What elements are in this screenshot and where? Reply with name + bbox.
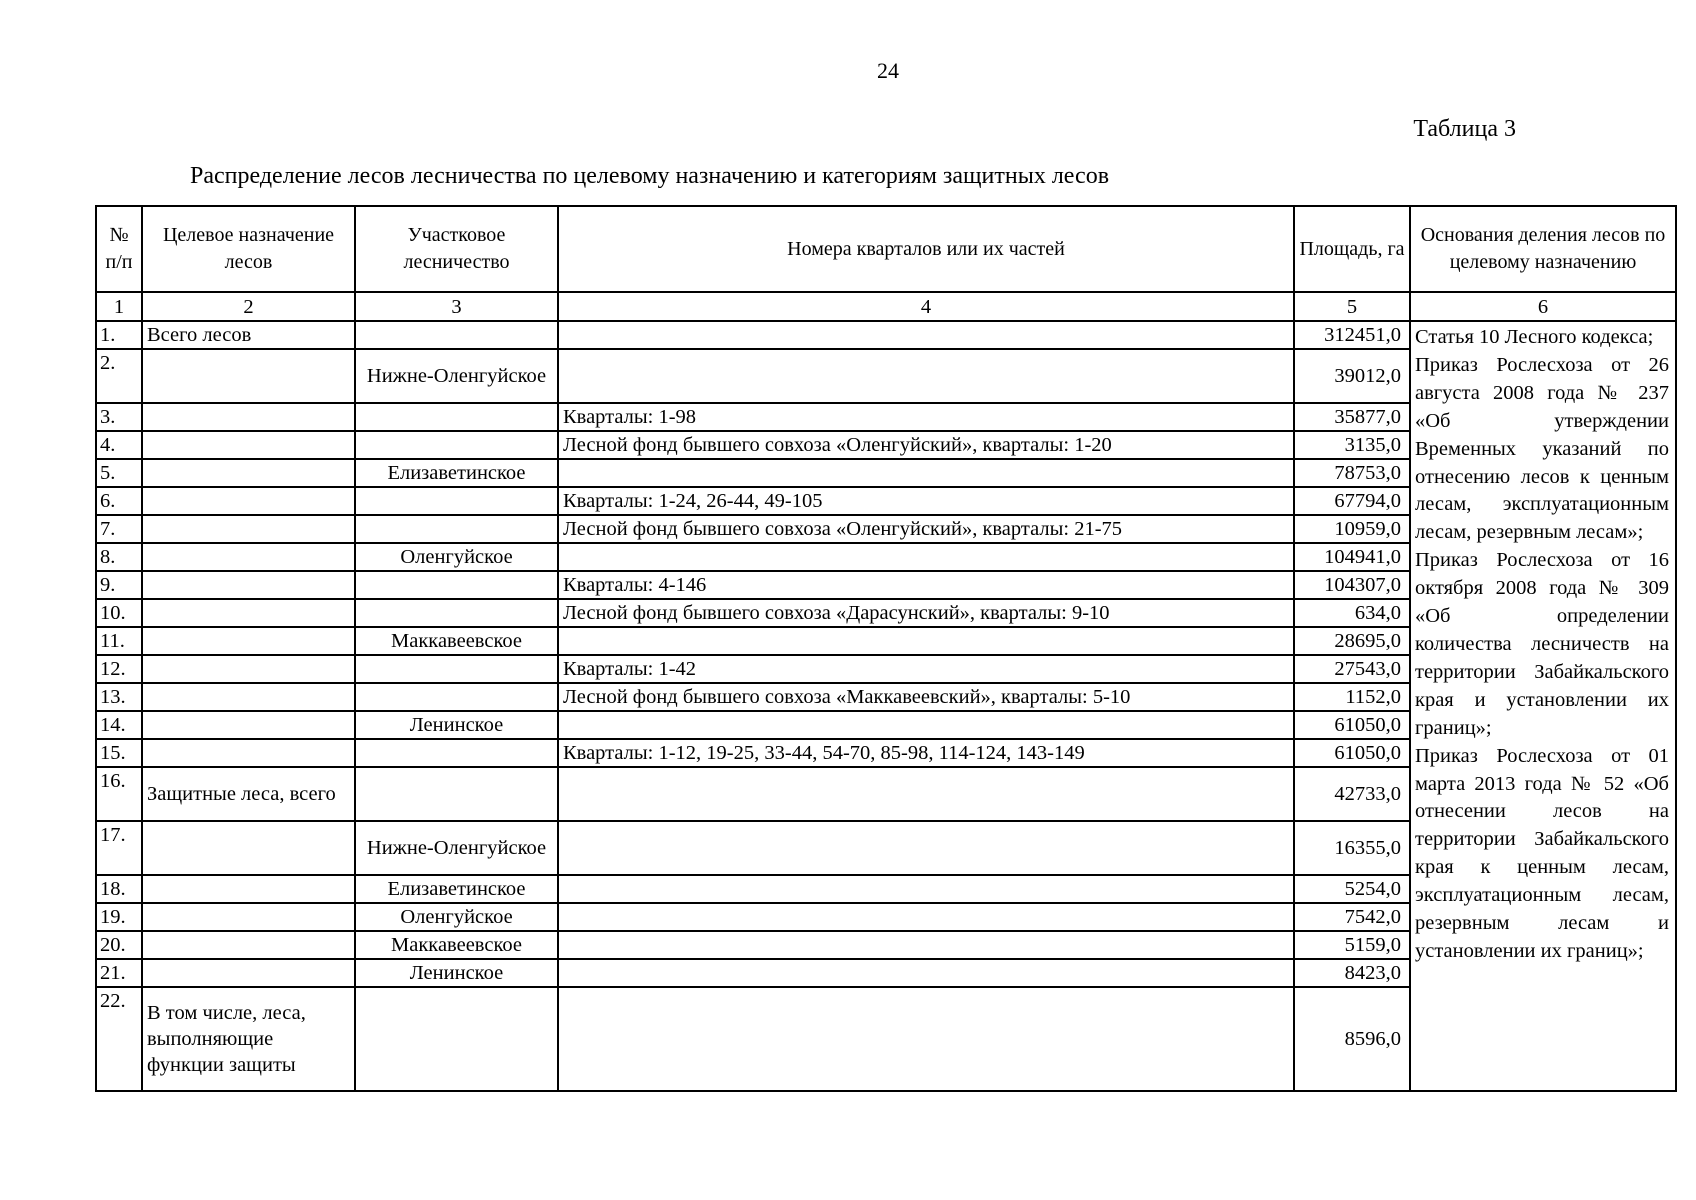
area-cell: 61050,0	[1294, 711, 1410, 739]
basis-paragraph: Статья 10 Лесного кодекса;	[1415, 326, 1654, 348]
row-number: 3.	[96, 403, 142, 431]
basis-cell	[1410, 321, 1676, 1091]
forest-distribution-table	[95, 205, 1677, 1092]
header-row	[96, 206, 1676, 292]
row-number: 2.	[96, 349, 142, 403]
area-cell: 10959,0	[1294, 515, 1410, 543]
purpose-cell	[142, 543, 355, 571]
area-cell: 3135,0	[1294, 431, 1410, 459]
area-cell: 67794,0	[1294, 487, 1410, 515]
purpose-cell	[142, 403, 355, 431]
purpose-cell	[142, 875, 355, 903]
column-number: 6	[1410, 292, 1676, 321]
purpose-cell	[142, 931, 355, 959]
column-number: 4	[558, 292, 1294, 321]
purpose-cell	[142, 821, 355, 875]
district-cell: Елизаветинское	[355, 875, 558, 903]
row-number: 6.	[96, 487, 142, 515]
district-cell: Нижне-Оленгуйское	[355, 349, 558, 403]
row-number: 8.	[96, 543, 142, 571]
area-cell: 312451,0	[1294, 321, 1410, 349]
purpose-cell	[142, 627, 355, 655]
area-cell: 1152,0	[1294, 683, 1410, 711]
column-number: 3	[355, 292, 558, 321]
blocks-cell	[558, 875, 1294, 903]
purpose-cell	[142, 431, 355, 459]
table-row	[96, 321, 1676, 349]
purpose-cell	[142, 739, 355, 767]
row-number: 9.	[96, 571, 142, 599]
district-cell: Ленинское	[355, 959, 558, 987]
blocks-cell: Лесной фонд бывшего совхоза «Оленгуйский», кварталы: 1-20	[558, 431, 1294, 459]
purpose-cell: Защитные леса, всего	[142, 767, 355, 821]
column-number: 2	[142, 292, 355, 321]
header-area: Площадь, га	[1294, 206, 1410, 292]
district-cell	[355, 403, 558, 431]
area-cell: 5254,0	[1294, 875, 1410, 903]
blocks-cell	[558, 903, 1294, 931]
area-cell: 39012,0	[1294, 349, 1410, 403]
column-number: 1	[96, 292, 142, 321]
area-cell: 8423,0	[1294, 959, 1410, 987]
blocks-cell: Кварталы: 1-12, 19-25, 33-44, 54-70, 85-98, 114-124, 143-149	[558, 739, 1294, 767]
district-cell	[355, 683, 558, 711]
district-cell	[355, 321, 558, 349]
district-cell	[355, 431, 558, 459]
row-number: 4.	[96, 431, 142, 459]
row-number: 10.	[96, 599, 142, 627]
area-cell: 42733,0	[1294, 767, 1410, 821]
area-cell: 78753,0	[1294, 459, 1410, 487]
purpose-cell	[142, 959, 355, 987]
blocks-cell	[558, 931, 1294, 959]
area-cell: 35877,0	[1294, 403, 1410, 431]
blocks-cell	[558, 959, 1294, 987]
blocks-cell: Лесной фонд бывшего совхоза «Оленгуйский», кварталы: 21-75	[558, 515, 1294, 543]
purpose-cell	[142, 349, 355, 403]
purpose-cell	[142, 711, 355, 739]
column-number-row	[96, 292, 1676, 321]
district-cell: Оленгуйское	[355, 543, 558, 571]
basis-paragraph: Приказ Рослесхоза от 26 августа 2008 года № 237 «Об утверждении Временных указаний по отнесению лесов к ценным лесам, эксплуатационным лесам, резервным лесам»;	[1415, 353, 1669, 544]
row-number: 19.	[96, 903, 142, 931]
district-cell	[355, 987, 558, 1091]
district-cell: Нижне-Оленгуйское	[355, 821, 558, 875]
area-cell: 5159,0	[1294, 931, 1410, 959]
area-cell: 16355,0	[1294, 821, 1410, 875]
district-cell	[355, 655, 558, 683]
purpose-cell: Всего лесов	[142, 321, 355, 349]
header-blocks: Номера кварталов или их частей	[558, 206, 1294, 292]
row-number: 12.	[96, 655, 142, 683]
column-number: 5	[1294, 292, 1410, 321]
purpose-cell	[142, 683, 355, 711]
row-number: 1.	[96, 321, 142, 349]
header-purpose: Целевое назначение лесов	[142, 206, 355, 292]
basis-paragraph: Приказ Рослесхоза от 16 октября 2008 года № 309 «Об определении количества лесничеств на территории Забайкальского края и установлении их границ»;	[1415, 549, 1669, 739]
area-cell: 7542,0	[1294, 903, 1410, 931]
purpose-cell	[142, 459, 355, 487]
row-number: 17.	[96, 821, 142, 875]
area-cell: 27543,0	[1294, 655, 1410, 683]
area-cell: 61050,0	[1294, 739, 1410, 767]
blocks-cell: Кварталы: 1-24, 26-44, 49-105	[558, 487, 1294, 515]
blocks-cell: Кварталы: 1-98	[558, 403, 1294, 431]
district-cell	[355, 599, 558, 627]
row-number: 5.	[96, 459, 142, 487]
area-cell: 8596,0	[1294, 987, 1410, 1091]
district-cell: Оленгуйское	[355, 903, 558, 931]
blocks-cell	[558, 627, 1294, 655]
blocks-cell	[558, 767, 1294, 821]
row-number: 18.	[96, 875, 142, 903]
purpose-cell	[142, 655, 355, 683]
blocks-cell	[558, 349, 1294, 403]
area-cell: 104941,0	[1294, 543, 1410, 571]
area-cell: 104307,0	[1294, 571, 1410, 599]
row-number: 13.	[96, 683, 142, 711]
blocks-cell: Кварталы: 1-42	[558, 655, 1294, 683]
blocks-cell: Лесной фонд бывшего совхоза «Маккавеевский», кварталы: 5-10	[558, 683, 1294, 711]
blocks-cell	[558, 711, 1294, 739]
basis-paragraph: Приказ Рослесхоза от 01 марта 2013 года № 52 «Об отнесении лесов на территории Забайкальского края к ценным лесам, эксплуатационным лесам, резервным лесам и установлении их границ»;	[1415, 744, 1669, 962]
purpose-cell	[142, 487, 355, 515]
purpose-cell	[142, 571, 355, 599]
blocks-cell	[558, 459, 1294, 487]
header-num: № п/п	[96, 206, 142, 292]
district-cell	[355, 487, 558, 515]
purpose-cell: В том числе, леса, выполняющие функции защиты	[142, 987, 355, 1091]
district-cell	[355, 739, 558, 767]
header-basis: Основания деления лесов по целевому назначению	[1410, 206, 1676, 292]
district-cell: Елизаветинское	[355, 459, 558, 487]
blocks-cell	[558, 821, 1294, 875]
purpose-cell	[142, 903, 355, 931]
purpose-cell	[142, 599, 355, 627]
district-cell	[355, 767, 558, 821]
row-number: 22.	[96, 987, 142, 1091]
row-number: 14.	[96, 711, 142, 739]
blocks-cell: Кварталы: 4-146	[558, 571, 1294, 599]
row-number: 21.	[96, 959, 142, 987]
page-number: 24	[877, 58, 899, 83]
row-number: 16.	[96, 767, 142, 821]
table-title: Распределение лесов лесничества по целевому назначению и категориям защитных лесов	[190, 163, 1110, 189]
blocks-cell	[558, 987, 1294, 1091]
area-cell: 28695,0	[1294, 627, 1410, 655]
row-number: 20.	[96, 931, 142, 959]
purpose-cell	[142, 515, 355, 543]
blocks-cell	[558, 543, 1294, 571]
district-cell: Ленинское	[355, 711, 558, 739]
district-cell: Маккавеевское	[355, 931, 558, 959]
district-cell	[355, 571, 558, 599]
row-number: 7.	[96, 515, 142, 543]
area-cell: 634,0	[1294, 599, 1410, 627]
row-number: 15.	[96, 739, 142, 767]
district-cell: Маккавеевское	[355, 627, 558, 655]
table-label: Таблица 3	[1413, 116, 1516, 142]
row-number: 11.	[96, 627, 142, 655]
blocks-cell: Лесной фонд бывшего совхоза «Дарасунский», кварталы: 9-10	[558, 599, 1294, 627]
blocks-cell	[558, 321, 1294, 349]
header-district: Участковое лесничество	[355, 206, 558, 292]
district-cell	[355, 515, 558, 543]
